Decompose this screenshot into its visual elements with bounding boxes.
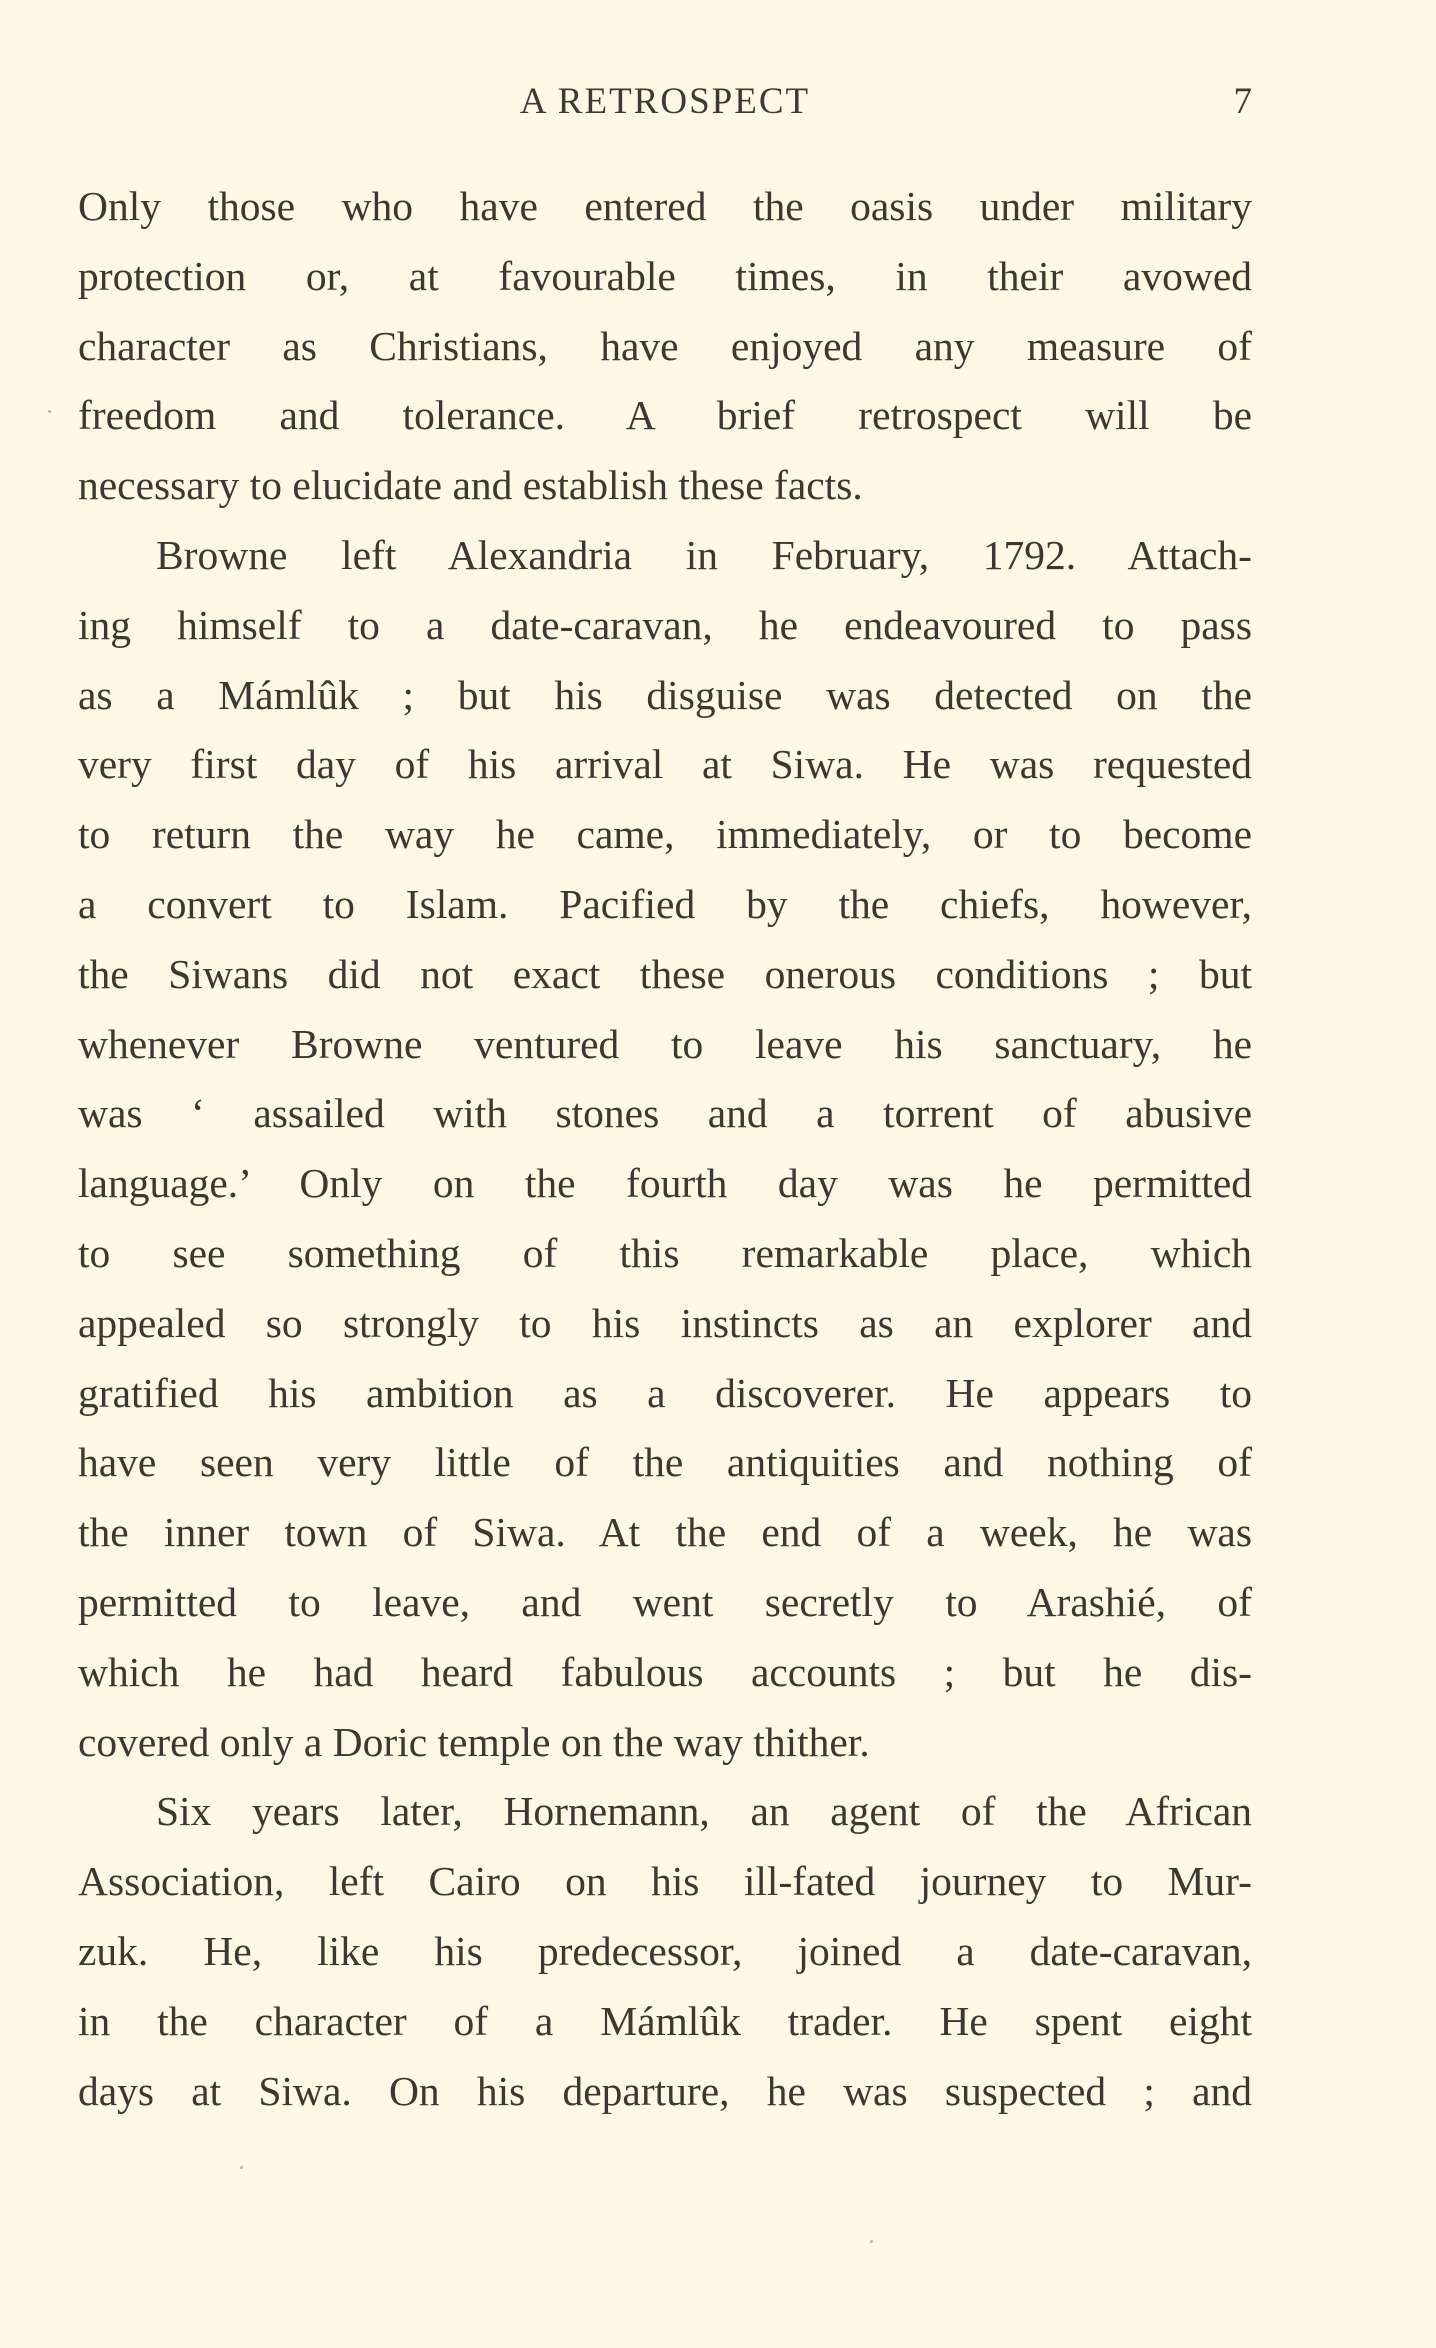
text-line: a convert to Islam. Pacified by the chiefs, however, <box>78 880 1252 927</box>
text-line: which he had heard fabulous accounts ; but he dis- <box>78 1648 1252 1695</box>
text-line: to see something of this remarkable place, which <box>78 1229 1252 1276</box>
text-line: in the character of a Mámlûk trader. He spent eight <box>78 1997 1252 2044</box>
page-number: 7 <box>1233 81 1252 122</box>
body-text <box>78 172 1252 2126</box>
text-line: covered only a Doric temple on the way thither. <box>78 1718 870 1765</box>
text-line: gratified his ambition as a discoverer. He appears to <box>78 1369 1252 1416</box>
running-head <box>78 80 1252 130</box>
text-line: very first day of his arrival at Siwa. He was requested <box>78 741 1252 788</box>
text-line: permitted to leave, and went secretly to Arashié, of <box>78 1578 1252 1625</box>
text-line: ing himself to a date-caravan, he endeavoured to pass <box>78 601 1252 648</box>
text-line: have seen very little of the antiquities and nothing of <box>78 1439 1252 1486</box>
text-line: days at Siwa. On his departure, he was suspected ; and <box>78 2067 1252 2114</box>
text-line: freedom and tolerance. A brief retrospect will be <box>78 392 1252 439</box>
text-line: Only those who have entered the oasis under military <box>78 183 1252 229</box>
text-line: language.’ Only on the fourth day was he permitted <box>78 1160 1252 1207</box>
text-line: necessary to elucidate and establish these facts. <box>78 462 863 509</box>
paper-speck <box>870 2240 873 2243</box>
text-line: the Siwans did not exact these onerous conditions ; but <box>78 950 1252 997</box>
text-line: was ‘ assailed with stones and a torrent of abusive <box>78 1090 1252 1137</box>
paragraph-start-line: Six years later, Hornemann, an agent of the African <box>156 1788 1252 1835</box>
text-line: whenever Browne ventured to leave his sanctuary, he <box>78 1020 1252 1067</box>
text-line: Association, left Cairo on his ill-fated journey to Mur- <box>78 1858 1252 1905</box>
text-line: character as Christians, have enjoyed any measure of <box>78 322 1252 369</box>
text-line: as a Mámlûk ; but his disguise was detected on the <box>78 671 1252 718</box>
running-title: A RETROSPECT <box>519 81 811 122</box>
text-line: the inner town of Siwa. At the end of a week, he was <box>78 1509 1252 1556</box>
text-line: appealed so strongly to his instincts as an explorer and <box>78 1299 1252 1346</box>
text-line: protection or, at favourable times, in their avowed <box>78 252 1252 299</box>
paper-speck <box>240 2166 243 2169</box>
paper-speck <box>48 410 51 413</box>
text-line: to return the way he came, immediately, or to become <box>78 811 1252 858</box>
paragraph-start-line: Browne left Alexandria in February, 1792. Attach- <box>156 531 1252 578</box>
text-line: zuk. He, like his predecessor, joined a date-caravan, <box>78 1927 1252 1974</box>
